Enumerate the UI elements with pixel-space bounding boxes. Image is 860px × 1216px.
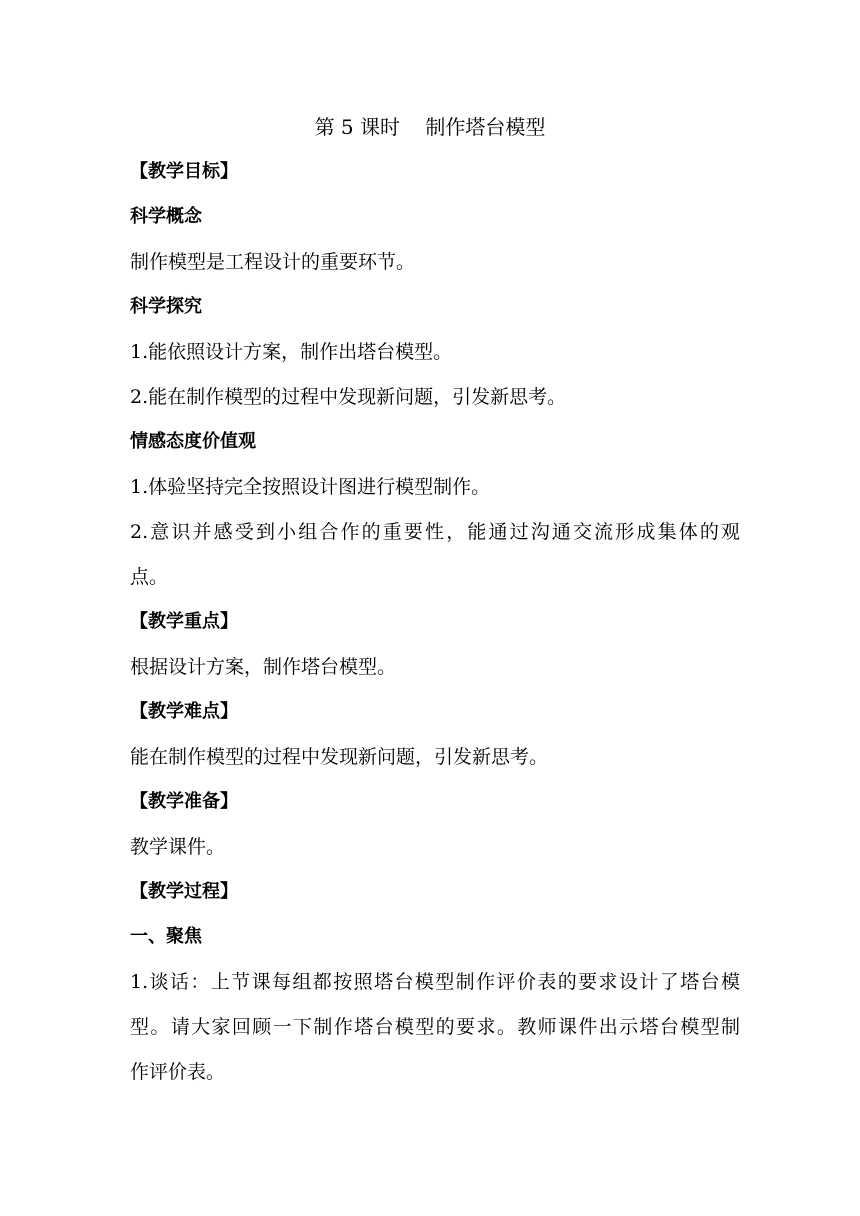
attitude-item-1: 1.体验坚持完全按照设计图进行模型制作。 [130, 476, 491, 498]
focus-heading: 一、聚焦 [130, 926, 202, 947]
focus-item-1-line-1: 1.谈话：上节课每组都按照塔台模型制作评价表的要求设计了塔台模 [130, 971, 740, 993]
key-point-text: 根据设计方案，制作塔台模型。 [130, 656, 397, 678]
attitude-heading: 情感态度价值观 [130, 431, 256, 452]
difficulty-heading: 【教学难点】 [130, 701, 238, 722]
lesson-title: 第 5 课时 制作塔台模型 [314, 115, 546, 139]
concept-heading: 科学概念 [130, 206, 202, 227]
inquiry-item-2: 2.能在制作模型的过程中发现新问题，引发新思考。 [130, 386, 567, 408]
attitude-item-2-line-2: 点。 [130, 566, 169, 588]
attitude-item-2-line-1: 2.意识并感受到小组合作的重要性，能通过沟通交流形成集体的观 [130, 521, 740, 543]
difficulty-text: 能在制作模型的过程中发现新问题，引发新思考。 [130, 746, 549, 768]
focus-item-1-line-2: 型。请大家回顾一下制作塔台模型的要求。教师课件出示塔台模型制 [130, 1016, 740, 1038]
concept-text: 制作模型是工程设计的重要环节。 [130, 251, 416, 273]
key-point-heading: 【教学重点】 [130, 611, 238, 632]
process-heading: 【教学过程】 [130, 881, 238, 902]
inquiry-item-1: 1.能依照设计方案，制作出塔台模型。 [130, 341, 453, 363]
preparation-text: 教学课件。 [130, 836, 226, 858]
objectives-heading: 【教学目标】 [130, 161, 238, 182]
preparation-heading: 【教学准备】 [130, 791, 238, 812]
focus-item-1-line-3: 作评价表。 [130, 1061, 226, 1083]
inquiry-heading: 科学探究 [130, 296, 202, 317]
